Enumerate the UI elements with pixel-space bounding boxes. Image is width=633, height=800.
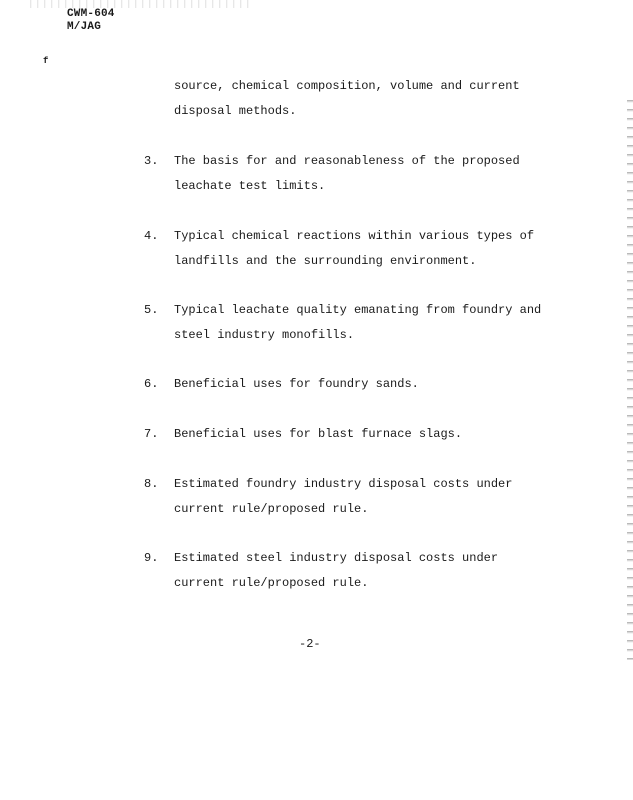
list-item-line: Beneficial uses for foundry sands.: [174, 377, 419, 391]
list-item-line: landfills and the surrounding environment.: [174, 254, 477, 268]
page-number: -2-: [299, 637, 321, 651]
list-item-line: steel industry monofills.: [174, 328, 355, 342]
list-item-line: source, chemical composition, volume and current: [174, 79, 520, 93]
list-item-line: Typical leachate quality emanating from foundry and: [174, 303, 542, 317]
scan-noise-right-edge: [627, 100, 633, 660]
header-initials: M/JAG: [67, 21, 102, 33]
list-item-line: Estimated foundry industry disposal costs under: [174, 477, 513, 491]
list-item-number: 8.: [144, 477, 159, 491]
list-item-number: 5.: [144, 303, 159, 317]
list-item-line: leachate test limits.: [174, 179, 326, 193]
scan-noise-top: [30, 0, 250, 8]
list-item-number: 6.: [144, 377, 159, 391]
list-item-number: 3.: [144, 154, 159, 168]
list-item-number: 4.: [144, 229, 159, 243]
stray-mark: f: [43, 56, 49, 66]
list-item-line: current rule/proposed rule.: [174, 576, 369, 590]
list-item-line: disposal methods.: [174, 104, 297, 118]
list-item-line: Beneficial uses for blast furnace slags.: [174, 427, 463, 441]
list-item-line: Estimated steel industry disposal costs under: [174, 551, 499, 565]
list-item-line: current rule/proposed rule.: [174, 502, 369, 516]
list-item-number: 7.: [144, 427, 159, 441]
header-document-code: CWM-604: [67, 8, 115, 20]
document-header: [67, 8, 115, 34]
list-item-line: The basis for and reasonableness of the proposed: [174, 154, 520, 168]
list-item-line: Typical chemical reactions within various types of: [174, 229, 535, 243]
list-item-number: 9.: [144, 551, 159, 565]
